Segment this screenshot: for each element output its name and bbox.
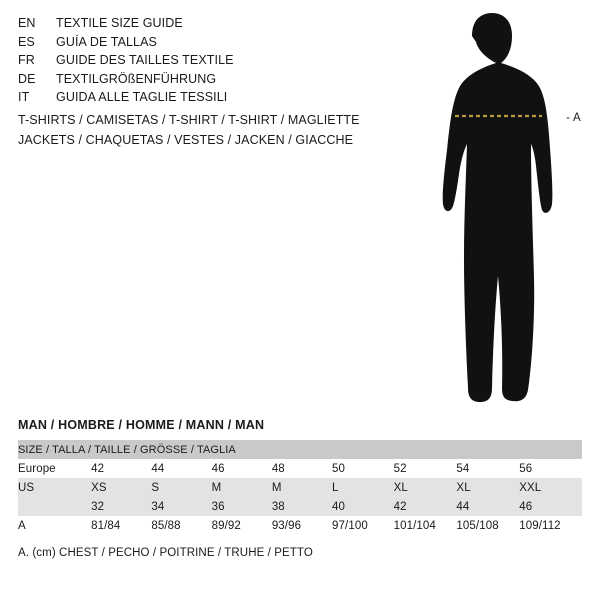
table-group-title: MAN / HOMBRE / HOMME / MANN / MAN	[18, 418, 265, 432]
table-header-row	[18, 440, 582, 459]
cell-europe-2: 44	[151, 459, 211, 478]
cell-a-4: 93/96	[272, 516, 332, 535]
table-row	[18, 497, 582, 516]
cell-numeric-6: 42	[394, 497, 457, 516]
language-title-it: GUIDA ALLE TAGLIE TESSILI	[56, 90, 228, 104]
cell-numeric-1: 32	[91, 497, 151, 516]
language-title-es: GUÍA DE TALLAS	[56, 34, 157, 49]
language-code-es: ES	[18, 34, 35, 49]
table-row	[18, 478, 582, 497]
row-label-numeric	[18, 497, 91, 516]
language-row-en	[18, 14, 398, 33]
cell-a-7: 105/108	[456, 516, 519, 535]
male-silhouette-icon	[400, 8, 600, 408]
size-table	[18, 440, 582, 535]
language-code-de: DE	[18, 71, 36, 86]
table-row	[18, 516, 582, 535]
language-code-fr: FR	[18, 53, 35, 67]
category-block	[18, 110, 418, 150]
cell-a-8: 109/112	[519, 516, 582, 535]
cell-europe-7: 54	[456, 459, 519, 478]
cell-a-6: 101/104	[394, 516, 457, 535]
cell-us-5: L	[332, 478, 394, 497]
language-row-es	[18, 33, 398, 52]
cell-numeric-8: 46	[519, 497, 582, 516]
footnote-chest: A. (cm) CHEST / PECHO / POITRINE / TRUHE / PETTO	[18, 547, 313, 559]
language-title-en: TEXTILE SIZE GUIDE	[56, 16, 183, 30]
cell-europe-4: 48	[272, 459, 332, 478]
cell-a-5: 97/100	[332, 516, 394, 535]
cell-europe-5: 50	[332, 459, 394, 478]
row-label-a: A	[18, 516, 91, 535]
cell-us-7: XL	[456, 478, 519, 497]
cell-numeric-4: 38	[272, 497, 332, 516]
cell-europe-8: 56	[519, 459, 582, 478]
language-row-it	[18, 88, 398, 107]
cell-europe-6: 52	[394, 459, 457, 478]
language-row-fr	[18, 51, 398, 70]
category-tshirts: T-SHIRTS / CAMISETAS / T-SHIRT / T-SHIRT / MAGLIETTE	[18, 113, 360, 127]
cell-numeric-7: 44	[456, 497, 519, 516]
row-label-us: US	[18, 478, 91, 497]
cell-us-4: M	[272, 478, 332, 497]
language-row-de	[18, 70, 398, 89]
cell-us-1: XS	[91, 478, 151, 497]
language-title-fr: GUIDE DES TAILLES TEXTILE	[56, 53, 234, 67]
cell-us-6: XL	[394, 478, 457, 497]
body-figure	[400, 8, 600, 408]
cell-a-2: 85/88	[151, 516, 211, 535]
category-jackets: JACKETS / CHAQUETAS / VESTES / JACKEN / GIACCHE	[18, 133, 354, 147]
cell-us-8: XXL	[519, 478, 582, 497]
cell-us-3: M	[212, 478, 272, 497]
measure-label-a: - A	[566, 112, 581, 124]
cell-numeric-5: 40	[332, 497, 394, 516]
table-row	[18, 459, 582, 478]
table-header-label: SIZE / TALLA / TAILLE / GRÖSSE / TAGLIA	[18, 440, 582, 459]
cell-europe-1: 42	[91, 459, 151, 478]
language-code-en: EN	[18, 16, 36, 30]
cell-europe-3: 46	[212, 459, 272, 478]
cell-a-1: 81/84	[91, 516, 151, 535]
language-header-block	[18, 14, 398, 107]
cell-numeric-2: 34	[151, 497, 211, 516]
language-code-it: IT	[18, 90, 30, 104]
cell-us-2: S	[151, 478, 211, 497]
language-title-de: TEXTILGRÖßENFÜHRUNG	[56, 71, 217, 86]
cell-numeric-3: 36	[212, 497, 272, 516]
row-label-europe: Europe	[18, 459, 91, 478]
cell-a-3: 89/92	[212, 516, 272, 535]
